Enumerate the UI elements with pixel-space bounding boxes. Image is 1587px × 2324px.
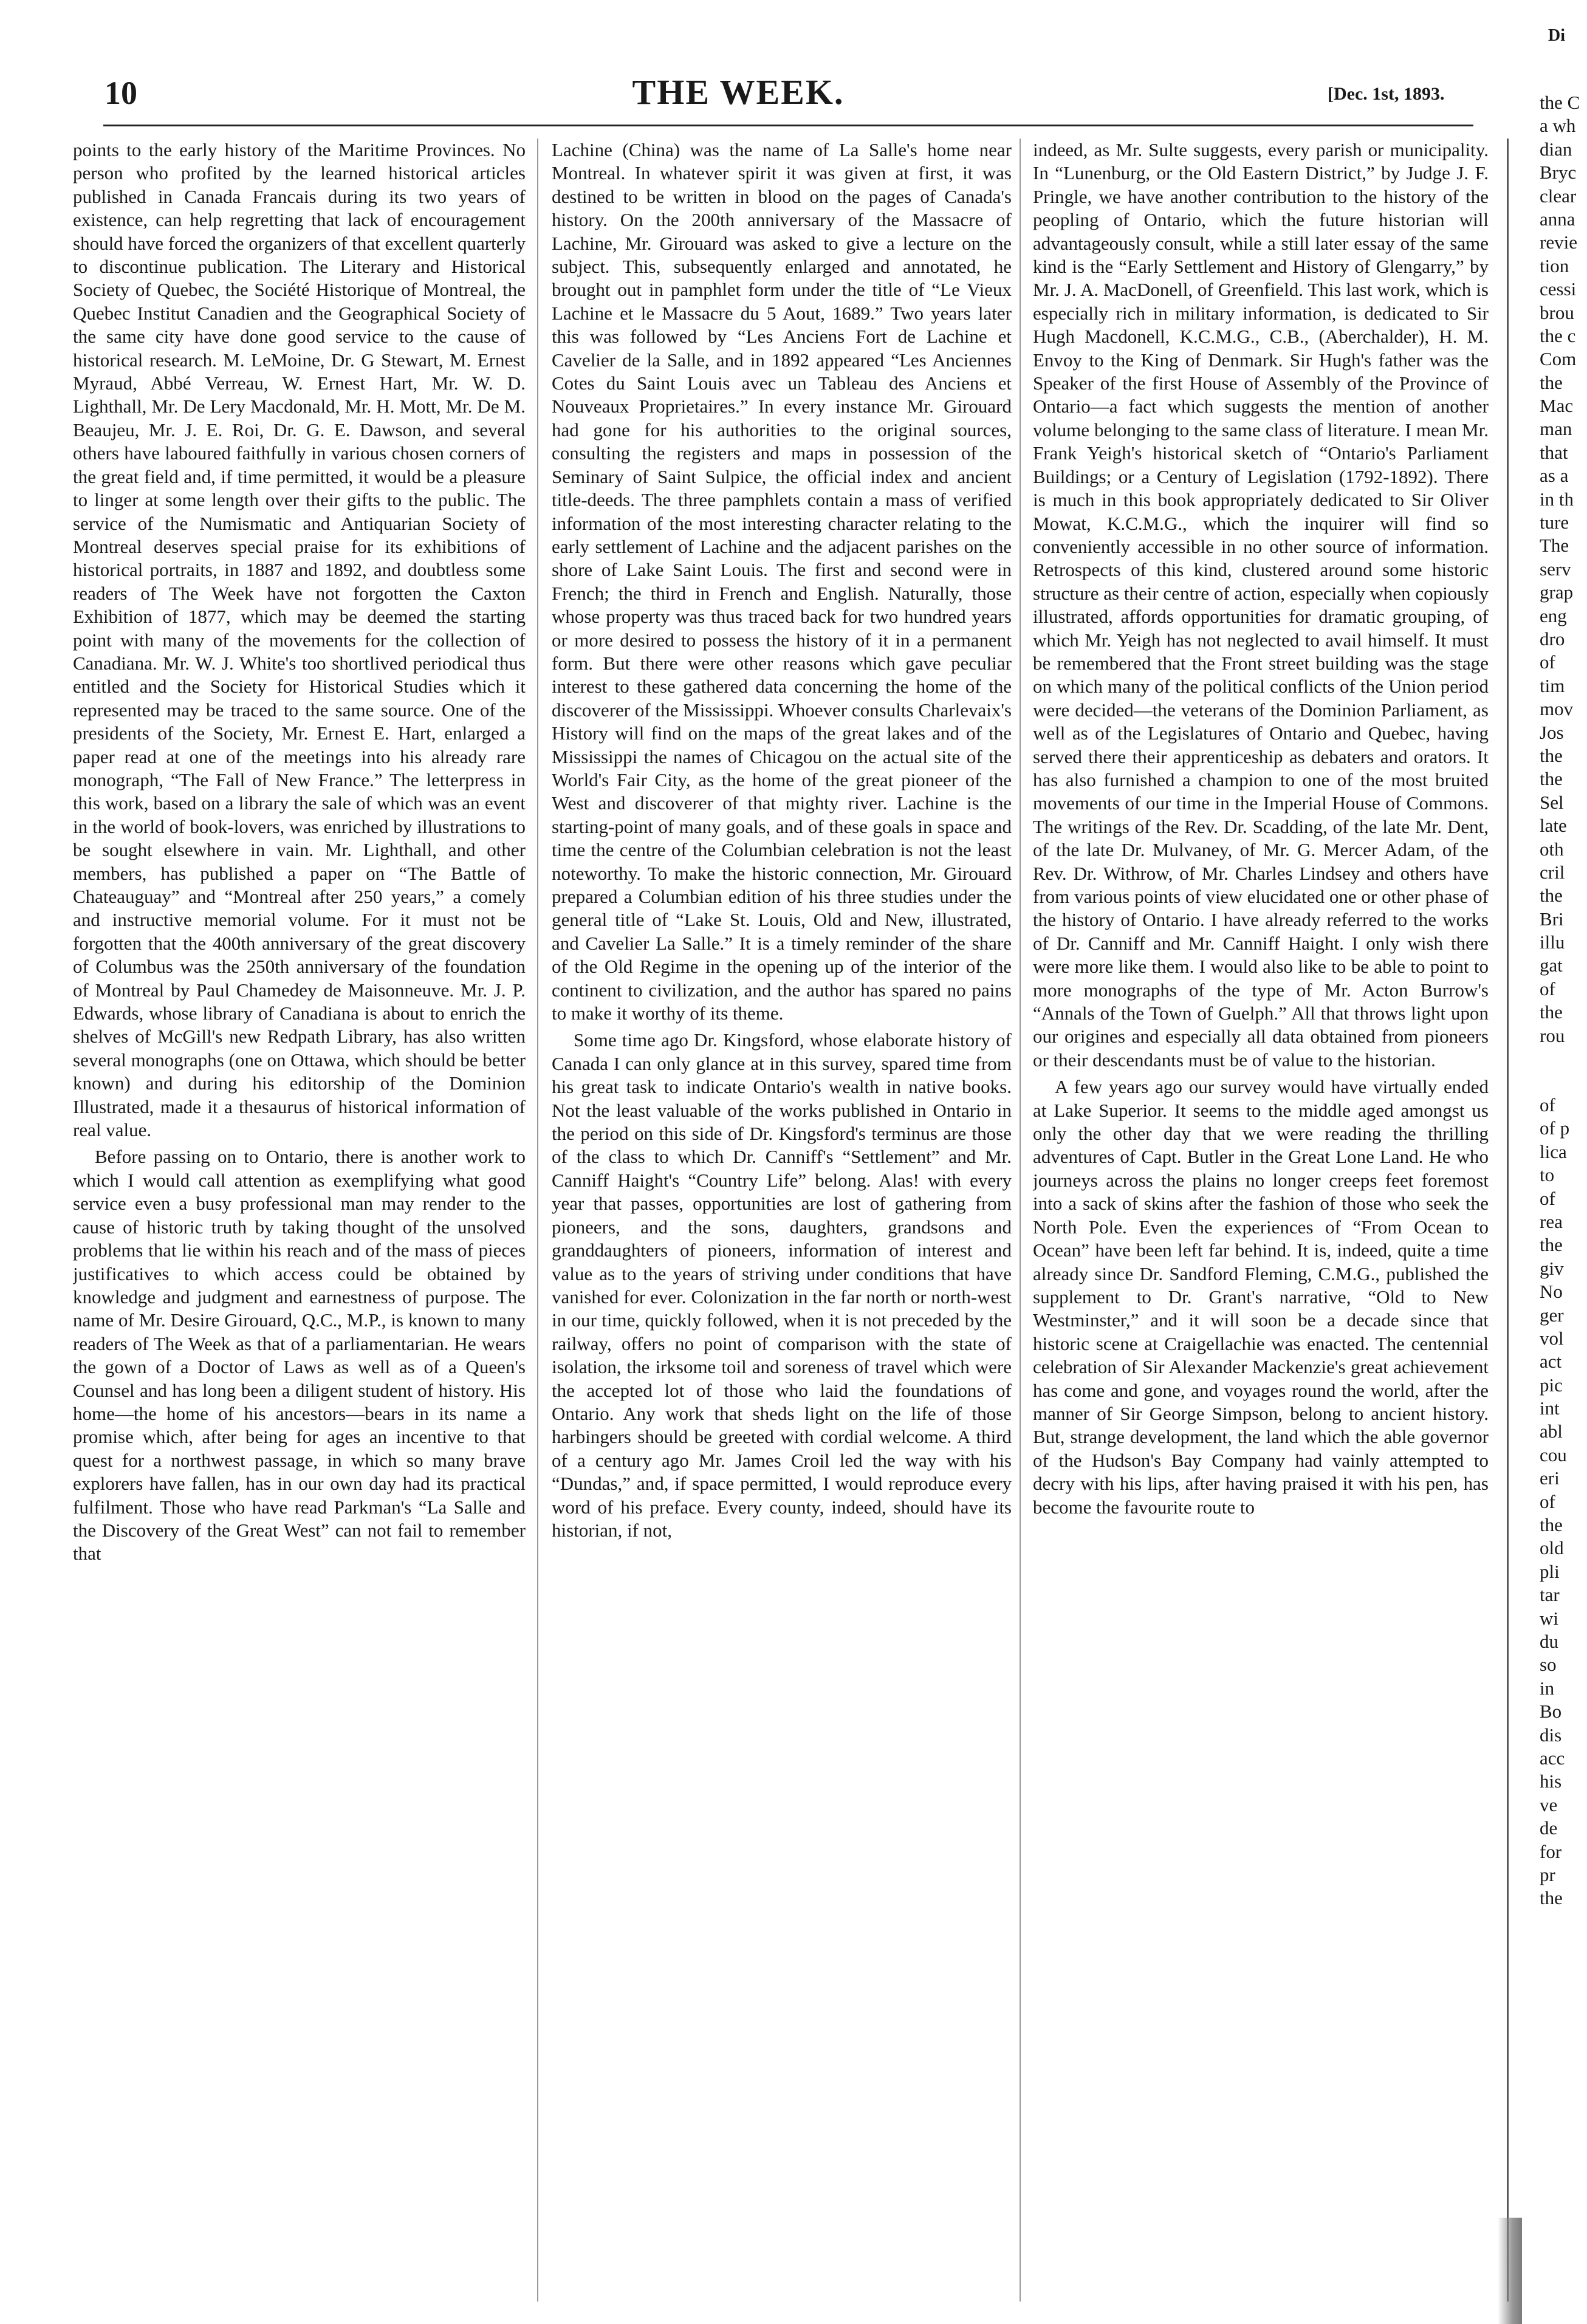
facing-page-line-fragment: abl	[1540, 1421, 1563, 1442]
facing-page-line-fragment: tion	[1540, 255, 1569, 276]
column-2	[552, 139, 1012, 2302]
facing-page-line-fragment: acc	[1540, 1747, 1565, 1769]
facing-page-line-fragment: ger	[1540, 1304, 1564, 1326]
column-3-paragraph-1: indeed, as Mr. Sulte suggests, every parish or municipality. In “Lunenburg, or the Old Eastern District,” by Judge J. F. Pringle, we have another contribution to the history of the peopling of Ontario, which the future historian will advantageously consult, while a still later essay of the same kind is the “Early Settlement and History of Glengarry,” by Mr. J. A. MacDonell, of Greenfield. This last work, which is especially rich in military information, is dedicated to Sir Hugh Macdonell, K.C.M.G., C.B., (Aberchalder), H. M. Envoy to the King of Denmark. Sir Hugh's father was the Speaker of the first House of Assembly of the Province of Ontario—a fact which suggests the mention of another volume belonging to the same class of literature. I mean Mr. Frank Yeigh's historical sketch of “Ontario's Parliament Buildings; or a Century of Legislation (1792-1892). There is much in this book appropriately dedicated to Sir Oliver Mowat, K.C.M.G., which the inquirer will find so conveniently accessible in no other source of information. Retrospects of this kind, clustered around some historic structure as their centre of action, especially when copiously illustrated, affords opportunities for dramatic grouping, of which Mr. Yeigh has not neglected to avail himself. It must be remembered that the Front street building was the stage on which many of the political conflicts of the Union period were decided—the veterans of the Dominion Parliament, as well as of the Legislatures of Ontario and Quebec, having served there their apprenticeship as debaters and orators. It has also furnished a champion to one of the most bruited movements of our time in the Imperial House of Commons. The writings of the Rev. Dr. Scadding, of the late Mr. Dent, of the late Dr. Mulvaney, of Mr. G. Mercer Adam, of the Rev. Dr. Withrow, of Mr. Charles Lindsey and others have from various points of view elucidated one or other phase of the history of Ontario. I have already referred to the works of Dr. Canniff and Mr. Canniff Haight. I only wish there were more like them. I would also like to be able to point to more monographs of the type of Mr. Acton Burrow's “Annals of the Town of Guelph.” All that throws light upon our origines and especially all data obtained from pioneers or their descendants must be of value to the historian.	[1033, 139, 1489, 1071]
facing-page-header-fragment: Di	[1548, 26, 1565, 45]
facing-page-line-fragment: gat	[1540, 955, 1563, 976]
facing-page-line-fragment: dian	[1540, 138, 1572, 160]
facing-page-line-fragment: of p	[1540, 1117, 1570, 1139]
facing-page-line-fragment: pli	[1540, 1560, 1560, 1582]
facing-page-line-fragment: du	[1540, 1631, 1558, 1652]
facing-page-line-fragment: of	[1540, 1490, 1555, 1512]
facing-page-line-fragment: man	[1540, 418, 1572, 440]
facing-page-line-fragment: The	[1540, 535, 1569, 557]
column-1	[73, 139, 526, 2302]
facing-page-line-fragment: ve	[1540, 1794, 1558, 1815]
facing-page-line-fragment: oth	[1540, 838, 1564, 860]
facing-page-line-fragment: late	[1540, 815, 1567, 837]
facing-page-line-fragment: serv	[1540, 558, 1571, 580]
column-3	[1033, 139, 1489, 2302]
column-1-paragraph-1: points to the early history of the Maritime Provinces. No person who profited by the learned historical articles published in Canada Francais during its two years of existence, can help regretting that lack of encouragement should have forced the organizers of that excellent quarterly to discontinue publication. The Literary and Historical Society of Quebec, the Société Historique of Montreal, the Quebec Institut Canadien and the Geographical Society of the same city have done good service to the cause of historical research. M. LeMoine, Dr. G Stewart, M. Ernest Myraud, Abbé Verreau, W. Ernest Hart, Mr. W. D. Lighthall, Mr. De Lery Macdonald, Mr. H. Mott, Mr. De M. Beaujeu, Mr. J. E. Roi, Dr. G. E. Dawson, and several others have laboured faithfully in various chosen corners of the great field and, if time permitted, it would be a pleasure to linger at some length over their gifts to the public. The service of the Numismatic and Antiquarian Society of Montreal deserves special praise for its exhibitions of historical portraits, in 1887 and 1892, and doubtless some readers of The Week have not forgotten the Caxton Exhibition of 1877, which may be deemed the starting point with many of the movements for the collection of Canadiana. Mr. W. J. White's too shortlived periodical thus entitled and the Society for Historical Studies which it represented may be traced to the same source. One of the presidents of the Society, Mr. Ernest E. Hart, enlarged a paper read at one of the meetings into his already rare monograph, “The Fall of New France.” The letterpress in this work, based on a library the sale of which was an event in the world of book-lovers, was enriched by illustrations to be sought elsewhere in vain. Mr. Lighthall, and other members, has published a paper on “The Battle of Chateauguay” and “Montreal after 250 years,” a comely and instructive memorial volume. For it must not be forgotten that the 400th anniversary of the great discovery of Columbus was the 250th anniversary of the foundation of Montreal by Paul Chamedey de Maisonneuve. Mr. J. P. Edwards, whose library of Canadiana is about to enrich the shelves of McGill's new Redpath Library, has also written several monographs (one on Ottawa, which should be better known) and during his editorship of the Dominion Illustrated, made it a thesaurus of historical information of real value.	[73, 139, 526, 1141]
facing-page-line-fragment: the	[1540, 1234, 1563, 1256]
facing-page-line-fragment: anna	[1540, 208, 1575, 230]
facing-page-line-fragment: the	[1540, 744, 1563, 766]
facing-page-line-fragment: wi	[1540, 1607, 1558, 1629]
column-divider-1	[537, 139, 538, 2302]
facing-page-line-fragment: revie	[1540, 231, 1577, 253]
facing-page-line-fragment: tar	[1540, 1584, 1560, 1606]
facing-page-line-fragment: pr	[1540, 1863, 1555, 1885]
facing-page-line-fragment: his	[1540, 1770, 1562, 1792]
facing-page-line-fragment: Sel	[1540, 791, 1564, 813]
facing-page-line-fragment: brou	[1540, 301, 1574, 323]
facing-page-line-fragment: rea	[1540, 1210, 1563, 1232]
facing-page-line-fragment: Mac	[1540, 395, 1574, 417]
facing-page-line-fragment: of	[1540, 978, 1555, 999]
facing-page-line-fragment: so	[1540, 1654, 1557, 1676]
facing-page-line-fragment: of	[1540, 1187, 1555, 1209]
facing-page-line-fragment: the c	[1540, 324, 1576, 346]
facing-page-line-fragment: as a	[1540, 465, 1569, 487]
facing-page-line-fragment: dro	[1540, 628, 1565, 650]
facing-page-line-fragment	[1540, 1047, 1587, 1094]
facing-page-line-fragment: the	[1540, 768, 1563, 790]
facing-page-line-fragment: tim	[1540, 674, 1565, 696]
page-number: 10	[105, 75, 137, 111]
facing-page-line-fragment: eng	[1540, 605, 1567, 626]
facing-page-line-fragment: of	[1540, 1094, 1555, 1116]
facing-page-line-fragment: the C	[1540, 92, 1580, 113]
facing-page-line-fragment: ture	[1540, 512, 1569, 533]
facing-page-line-fragment: cessi	[1540, 278, 1577, 300]
binding-shadow	[1498, 2218, 1522, 2324]
page-gutter-line	[1507, 139, 1509, 2302]
facing-page-line-fragment: Bryc	[1540, 162, 1577, 183]
facing-page-line-fragment: giv	[1540, 1257, 1564, 1279]
facing-page-line-fragment: Com	[1540, 348, 1577, 370]
facing-page-line-fragment: in th	[1540, 488, 1574, 510]
facing-page-line-fragment: pic	[1540, 1374, 1563, 1396]
header-rule	[103, 125, 1473, 126]
facing-page-line-fragment: a wh	[1540, 115, 1576, 137]
column-3-paragraph-2: A few years ago our survey would have virtually ended at Lake Superior. It seems to the middle aged amongst us only the other day that we were reading the thrilling adventures of Capt. Butler in the Great Lone Land. He who journeys across the plains no longer creeps feet foremost into a sack of skins after the fashion of those who seek the North Pole. Even the experiences of “From Ocean to Ocean” have been left far behind. It is, indeed, quite a time already since Dr. Sandford Fleming, C.M.G., published the supplement to Dr. Grant's narrative, “Old to New Westminster,” and it will soon be a decade since that historic scene at Craigellachie was enacted. The centennial celebration of Sir Alexander Mackenzie's great achievement has come and gone, and voyages round the world, after the manner of Sir George Simpson, belong to ancient history. But, strange development, the land which the able governor of the Hudson's Bay Company had vainly attempted to decry with his lips, after having praised it with his pen, has become the favourite route to	[1033, 1076, 1489, 1518]
facing-page-line-fragment: cou	[1540, 1444, 1567, 1465]
column-divider-2	[1020, 139, 1021, 2302]
issue-date: [Dec. 1st, 1893.	[1328, 84, 1445, 104]
column-1-paragraph-2: Before passing on to Ontario, there is another work to which I would call attention as exemplifying what good service even a busy professional man may render to the cause of historic truth by taking thought of the unsolved problems that lie within his reach and of the mass of pieces justificatives to which access could be obtained by knowledge and judgment and earnestness of purpose. The name of Mr. Desire Girouard, Q.C., M.P., is known to many readers of The Week as that of a parliamentarian. He wears the gown of a Doctor of Laws as well as of a Queen's Counsel and has long been a diligent student of history. His home—the home of his ancestors—bears in its name a promise which, after being for ages an incentive to that quest for a northwest passage, in which so many brave explorers have fallen, has in our own day had its practical fulfilment. Those who have read Parkman's “La Salle and the Discovery of the Great West” can not fail to remember that	[73, 1146, 526, 1565]
facing-page-line-fragment: old	[1540, 1537, 1564, 1559]
facing-page-text-fragments	[1540, 91, 1587, 1910]
facing-page-line-fragment: rou	[1540, 1024, 1565, 1046]
column-2-paragraph-1: Lachine (China) was the name of La Salle's home near Montreal. In whatever spirit it was given at first, it was destined to be written in blood on the pages of Canada's history. On the 200th anniversary of the Massacre of Lachine, Mr. Girouard was asked to give a lecture on the subject. This, subsequently enlarged and annotated, he brought out in pamphlet form under the title of “Le Vieux Lachine et le Massacre du 5 Aout, 1689.” Two years later this was followed by “Les Anciens Fort de Lachine et Cavelier de la Salle, and in 1892 appeared “Les Anciennes Cotes du Saint Louis avec un Tableau des Anciens et Nouveaux Proprietaires.” In every instance Mr. Girouard had gone for his authorities to the original sources, consulting the registers and maps in possession of the Seminary of Saint Sulpice, the official index and ancient title-deeds. The three pamphlets contain a mass of verified information of the most interesting character relating to the early settlement of Lachine and the adjacent parishes on the shore of Lake Saint Louis. The first and second were in French; the third in French and English. Naturally, those whose property was thus traced back for two hundred years or more desired to possess the history of it in a permanent form. But there were other reasons which gave peculiar interest to these gathered data concerning the home of the discoverer of the Mississippi. Whoever consults Charlevaix's History will find on the maps of the great lakes and of the Mississippi the names of Chicagou on the actual site of the World's Fair City, as the home of the great pioneer of the West and discoverer of that mighty river. Lachine is the starting-point of many goals, and of these goals in space and time the centre of the Columbian celebration is not the least noteworthy. To make the historic connection, Mr. Girouard prepared a Columbian edition of his three studies under the general title of “Lake St. Louis, Old and New, illustrated, and Cavelier La Salle.” It is a timely reminder of the share of the Old Regime in the opening up of the interior of the continent to civilization, and the author has spared no pains to make it worthy of its theme.	[552, 139, 1012, 1024]
facing-page-line-fragment: eri	[1540, 1467, 1560, 1489]
facing-page-line-fragment: the	[1540, 371, 1563, 393]
facing-page-line-fragment: illu	[1540, 931, 1565, 953]
facing-page-line-fragment: No	[1540, 1281, 1563, 1303]
facing-page-line-fragment: vol	[1540, 1327, 1564, 1349]
facing-page-line-fragment: Jos	[1540, 721, 1564, 743]
facing-page-line-fragment: that	[1540, 441, 1568, 463]
facing-page-line-fragment: of	[1540, 651, 1555, 673]
facing-page-line-fragment: Bo	[1540, 1701, 1562, 1722]
facing-page-line-fragment: lica	[1540, 1140, 1567, 1162]
facing-page-line-fragment: cril	[1540, 861, 1565, 883]
column-2-paragraph-2: Some time ago Dr. Kingsford, whose elaborate history of Canada I can only glance at in this survey, spared time from his great task to indicate Ontario's wealth in native books. Not the least valuable of the works published in Ontario in the period on this side of Dr. Kingsford's terminus are those of the class to which Dr. Canniff's “Settlement” and Mr. Canniff Haight's “Country Life” belong. Alas! with every year that passes, opportunities are lost of gathering from pioneers, and the sons, daughters, grandsons and granddaughters of pioneers, information of interest and value as to the years of striving under conditions that have vanished for ever. Colonization in the far north or north-west in our time, quickly followed, when it is not preceded by the railway, offers no point of comparison with the state of isolation, the irksome toil and soreness of travel which were the accepted lot of those who laid the foundations of Ontario. Any work that sheds light on the life of those harbingers should be greeted with cordial welcome. A third of a century ago Mr. James Croil led the way with his “Dundas,” and, if space permitted, I would reproduce every word of his preface. Every county, indeed, should have its historian, if not,	[552, 1029, 1012, 1541]
masthead-title: THE WEEK.	[632, 72, 845, 112]
facing-page-line-fragment: int	[1540, 1397, 1560, 1419]
facing-page-line-fragment: de	[1540, 1817, 1558, 1839]
facing-page-line-fragment: in	[1540, 1677, 1555, 1699]
facing-page-line-fragment: to	[1540, 1164, 1555, 1186]
facing-page-line-fragment: grap	[1540, 581, 1574, 603]
facing-page-line-fragment: act	[1540, 1351, 1562, 1373]
facing-page-line-fragment: the	[1540, 1001, 1563, 1023]
facing-page-line-fragment: Bri	[1540, 908, 1564, 930]
facing-page-line-fragment: for	[1540, 1840, 1562, 1862]
facing-page-line-fragment: the	[1540, 1514, 1563, 1536]
facing-page-line-fragment: dis	[1540, 1724, 1562, 1746]
facing-page-line-fragment: the	[1540, 1887, 1563, 1909]
facing-page-line-fragment: clear	[1540, 185, 1577, 207]
facing-page-line-fragment: the	[1540, 885, 1563, 907]
facing-page-line-fragment: mov	[1540, 698, 1574, 720]
facing-page-edge	[1537, 0, 1587, 2324]
